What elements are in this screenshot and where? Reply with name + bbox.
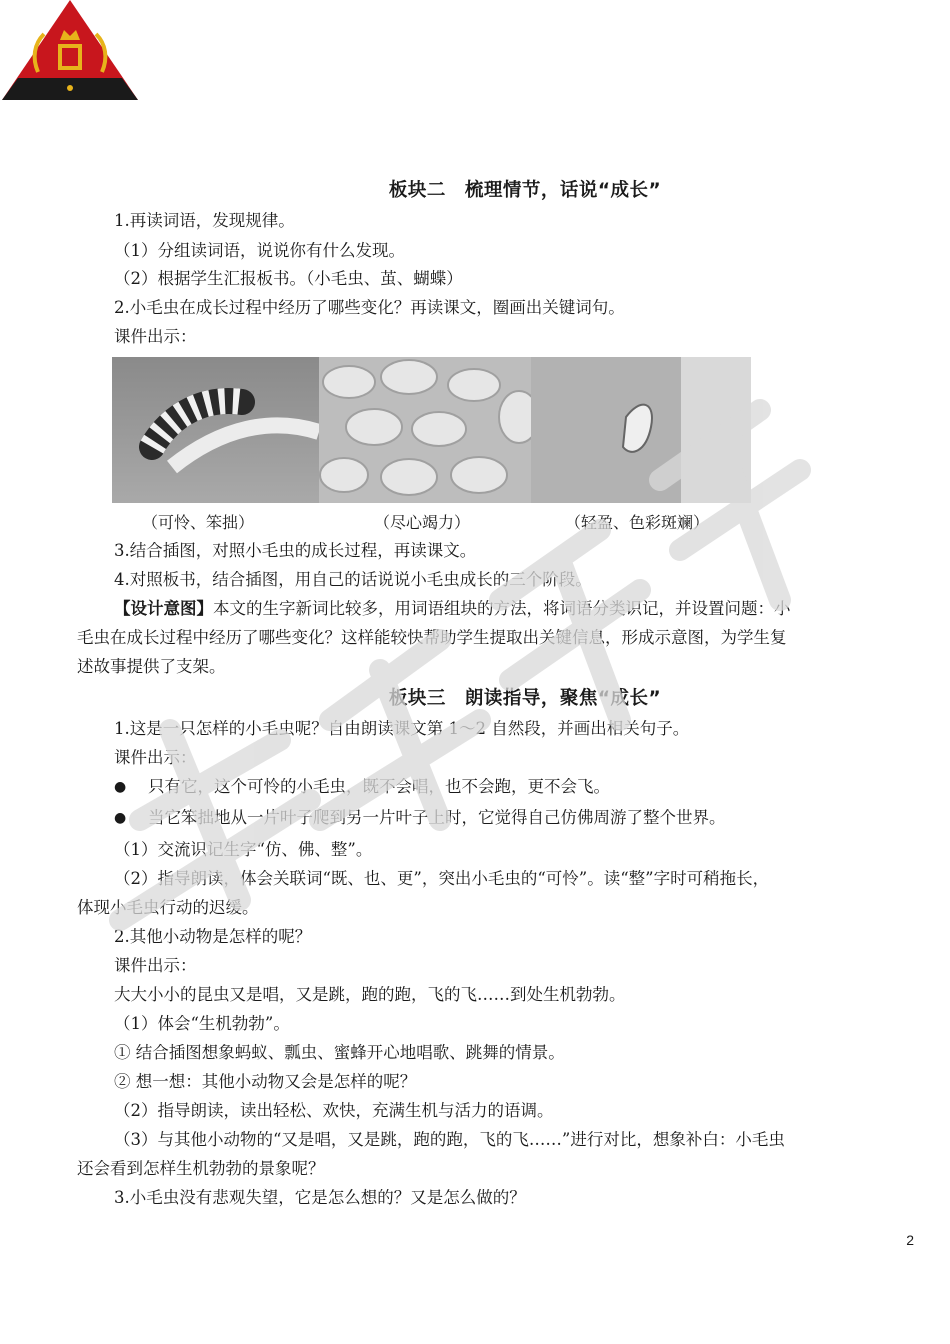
design-intent-text: 本文的生字新词比较多，用词语组块的方法，将词语分类识记，并设置问题：小	[213, 599, 791, 618]
paragraph: 3.小毛虫没有悲观失望，它是怎么想的？又是怎么做的？	[114, 1188, 526, 1207]
bullet-text: 只有它，这个可怜的小毛虫，既不会唱，也不会跑，更不会飞。	[148, 777, 610, 796]
paragraph: （3）与其他小动物的“又是唱，又是跳，跑的跑，飞的飞……”进行对比，想象补白：小毛虫	[114, 1130, 785, 1149]
paragraph: ① 结合插图想象蚂蚁、瓢虫、蜜蜂开心地唱歌、跳舞的情景。	[114, 1043, 565, 1062]
section-heading: 板块二 梳理情节，话说“成长”	[388, 180, 662, 201]
section-heading: 板块三 朗读指导，聚焦“成长”	[388, 688, 662, 709]
paragraph: 2.小毛虫在成长过程中经历了哪些变化？再读课文，圈画出关键词句。	[114, 298, 625, 317]
paragraph: （2）指导朗读，体会关联词“既、也、更”，突出小毛虫的“可怜”。读“整”字时可稍拖长，	[114, 869, 770, 888]
illustration-strip	[112, 357, 751, 503]
bullet-text: 当它笨拙地从一片叶子爬到另一片叶子上时，它觉得自己仿佛周游了整个世界。	[148, 808, 726, 827]
paragraph: 1.这是一只怎样的小毛虫呢？自由朗读课文第 1～2 自然段，并画出相关句子。	[114, 719, 690, 738]
paragraph: （1）交流识记生字“仿、佛、整”。	[114, 840, 373, 859]
paragraph: （1）体会“生机勃勃”。	[114, 1014, 290, 1033]
bullet-icon: ●	[114, 810, 127, 826]
design-intent-label: 【设计意图】	[114, 599, 213, 618]
paragraph: （2）根据学生汇报板书。（小毛虫、茧、蝴蝶）	[114, 269, 463, 288]
image-caption: （可怜、笨拙）	[142, 513, 255, 532]
paragraph: 3.结合插图，对照小毛虫的成长过程，再读课文。	[114, 541, 477, 560]
paragraph: 课件出示：	[114, 748, 197, 767]
paragraph: 毛虫在成长过程中经历了哪些变化？这样能较快帮助学生提取出关键信息，形成示意图，为学生复	[77, 628, 787, 647]
paragraph: （1）分组读词语，说说你有什么发现。	[114, 241, 405, 260]
butterfly-photo	[531, 357, 751, 503]
paragraph: 体现小毛虫行动的迟缓。	[77, 898, 259, 917]
paragraph: （2）指导朗读，读出轻松、欢快，充满生机与活力的语调。	[114, 1101, 554, 1120]
image-caption: （尽心竭力）	[374, 513, 471, 532]
paragraph: 课件出示：	[114, 956, 197, 975]
paragraph: 课件出示：	[114, 327, 197, 346]
design-intent	[114, 594, 914, 623]
paragraph: 1.再读词语，发现规律。	[114, 211, 295, 230]
paragraph: ② 想一想：其他小动物又会是怎样的呢？	[114, 1072, 417, 1091]
paragraph: 述故事提供了支架。	[77, 657, 226, 676]
quote-text: 大大小小的昆虫又是唱，又是跳，跑的跑，飞的飞……到处生机勃勃。	[114, 985, 626, 1004]
paragraph: 4.对照板书，结合插图，用自己的话说说小毛虫成长的三个阶段。	[114, 570, 592, 589]
bullet-icon: ●	[114, 779, 127, 795]
page-number: 2	[906, 1232, 914, 1248]
image-caption: （轻盈、色彩斑斓）	[565, 513, 710, 532]
paragraph: 还会看到怎样生机勃勃的景象呢？	[77, 1159, 325, 1178]
cocoon-photo	[319, 357, 531, 503]
caterpillar-photo	[112, 357, 319, 503]
paragraph: 2.其他小动物是怎样的呢？	[114, 927, 312, 946]
